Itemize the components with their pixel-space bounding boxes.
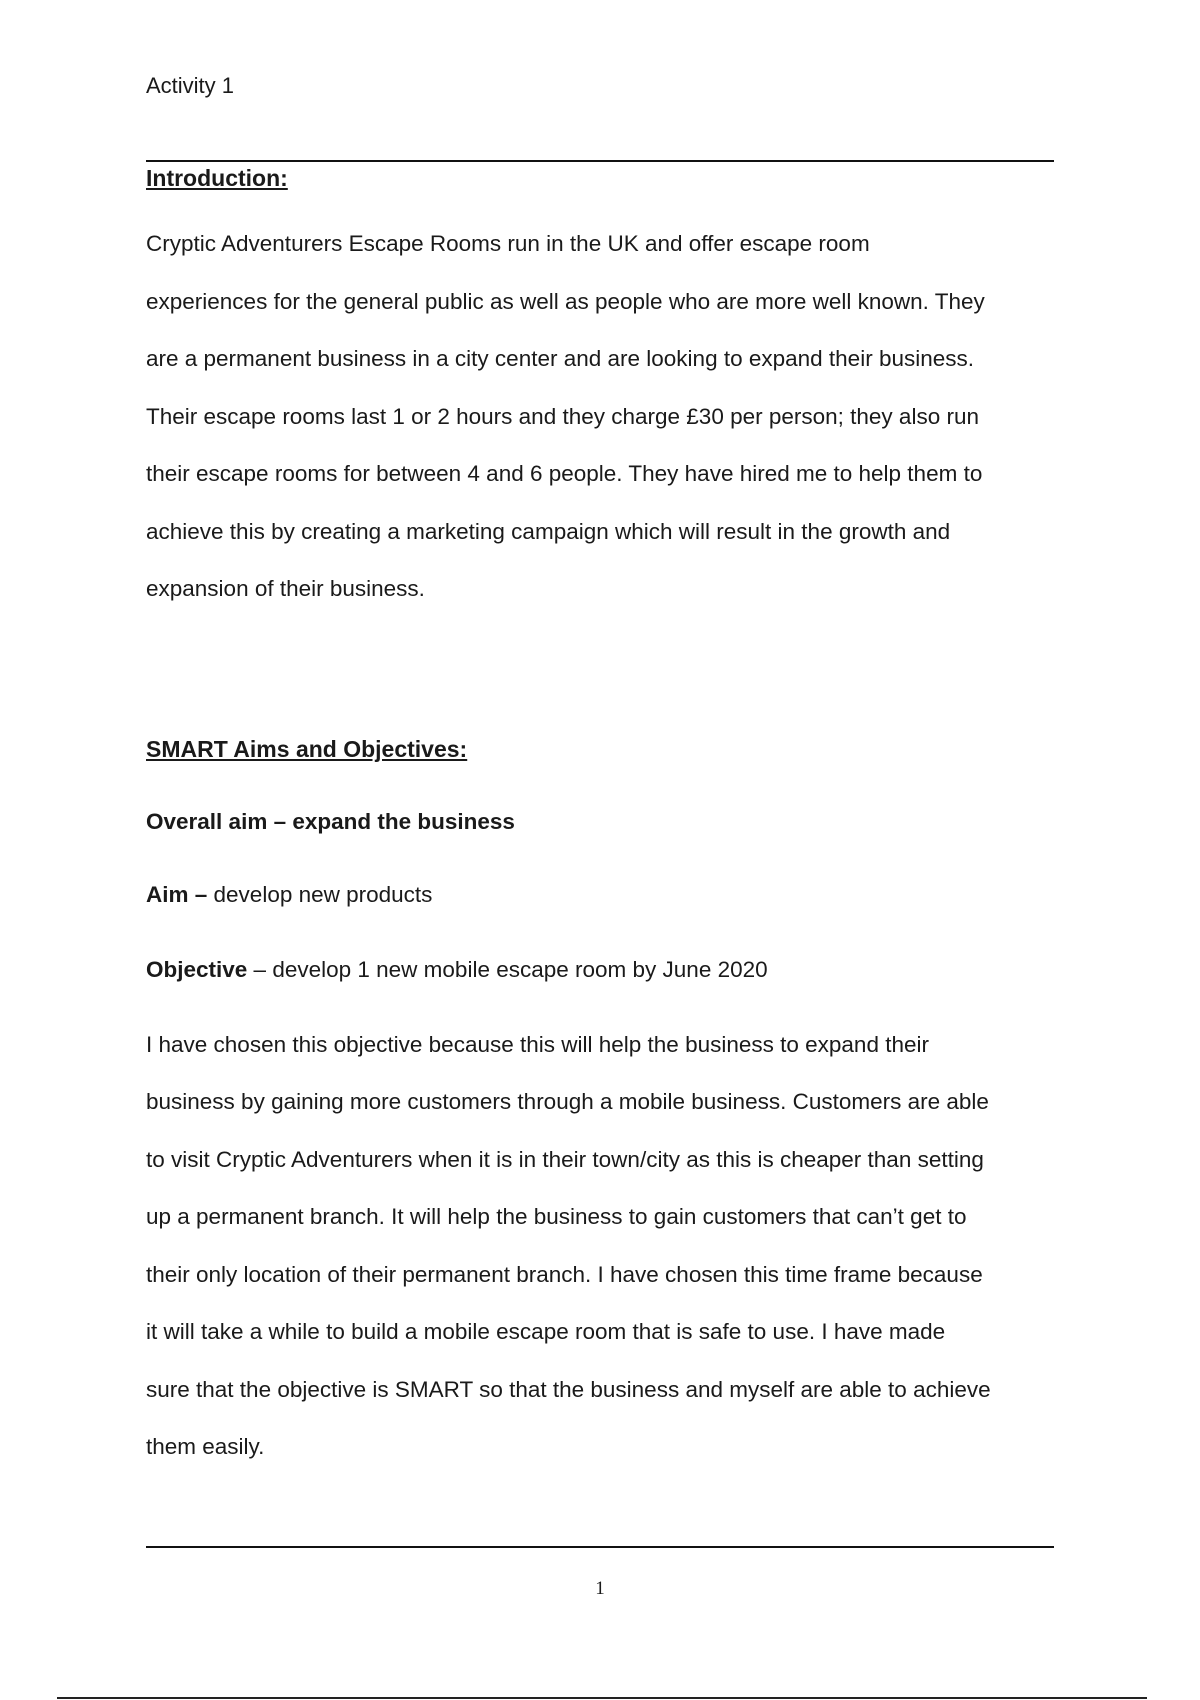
paragraph-line: their escape rooms for between 4 and 6 people. They have hired me to help them to	[146, 461, 983, 486]
introduction-paragraph	[146, 215, 1054, 618]
smart-aims-heading: SMART Aims and Objectives:	[146, 735, 468, 762]
objective-justification-paragraph	[146, 1016, 1054, 1476]
paragraph-line: them easily.	[146, 1434, 265, 1459]
paragraph-line: it will take a while to build a mobile escape room that is safe to use. I have made	[146, 1319, 946, 1344]
paragraph-line: to visit Cryptic Adventurers when it is in their town/city as this is cheaper than setting	[146, 1146, 984, 1172]
paragraph-line: their only location of their permanent branch. I have chosen this time frame because	[146, 1261, 983, 1287]
paragraph-line: Cryptic Adventurers Escape Rooms run in the UK and offer escape room	[146, 231, 870, 256]
objective-line	[146, 955, 1054, 985]
paragraph-line: sure that the objective is SMART so that the business and myself are able to achieve	[146, 1376, 991, 1402]
paragraph-line: achieve this by creating a marketing campaign which will result in the growth and	[146, 518, 951, 544]
page-number: 1	[595, 1578, 605, 1599]
page-header-label: Activity 1	[146, 73, 235, 98]
objective-text: – develop 1 new mobile escape room by June 2020	[247, 956, 768, 982]
aim-line	[146, 880, 1054, 910]
document-body	[146, 160, 1054, 1476]
paragraph-line: expansion of their business.	[146, 576, 425, 601]
footer-rule	[146, 1546, 1054, 1548]
overall-aim: Overall aim – expand the business	[146, 808, 515, 834]
paragraph-line: I have chosen this objective because this will help the business to expand their	[146, 1031, 929, 1057]
paragraph-line: are a permanent business in a city center and are looking to expand their business.	[146, 346, 974, 371]
paragraph-line: up a permanent branch. It will help the business to gain customers that can’t get to	[146, 1204, 967, 1229]
paragraph-line: business by gaining more customers through a mobile business. Customers are able	[146, 1089, 989, 1114]
objective-label: Objective	[146, 956, 248, 982]
aim-text: develop new products	[207, 881, 433, 907]
introduction-heading: Introduction:	[146, 165, 288, 191]
paragraph-line: Their escape rooms last 1 or 2 hours and they charge £30 per person; they also run	[146, 403, 979, 429]
page-bottom-edge	[57, 1697, 1147, 1699]
aim-label: Aim –	[146, 881, 208, 907]
paragraph-line: experiences for the general public as well as people who are more well known. They	[146, 288, 985, 314]
